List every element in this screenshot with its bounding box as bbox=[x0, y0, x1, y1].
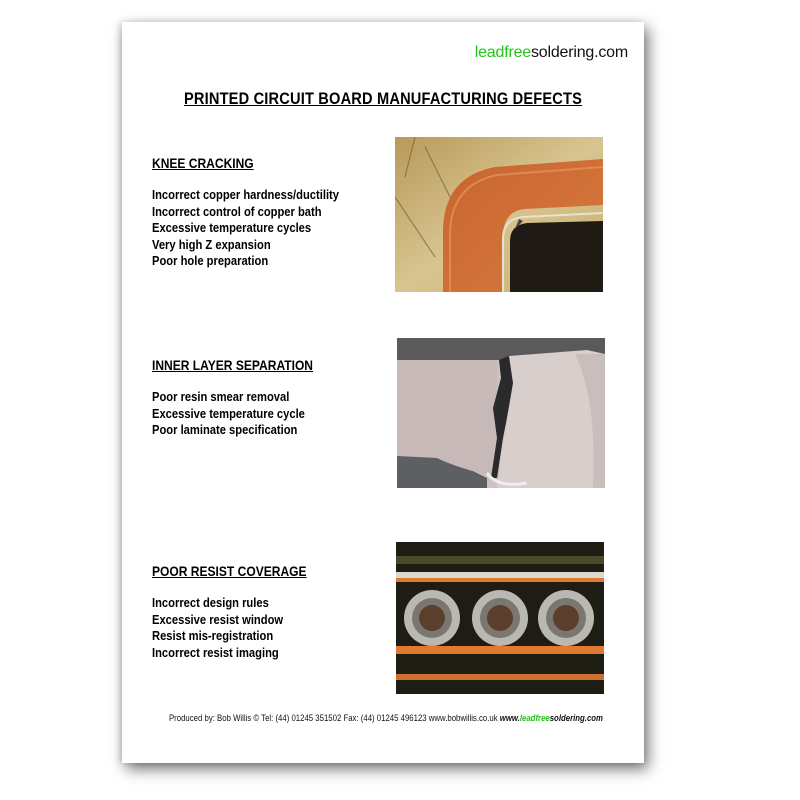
knee-cracking-photo bbox=[395, 137, 603, 292]
cause-list bbox=[152, 389, 392, 439]
section-heading: KNEE CRACKING bbox=[152, 155, 254, 171]
cause-item: Incorrect control of copper bath bbox=[152, 203, 322, 219]
cause-item: Excessive temperature cycle bbox=[152, 405, 305, 421]
cause-item: Incorrect design rules bbox=[152, 595, 269, 610]
footer-url-green: leadfree bbox=[519, 713, 550, 724]
cause-list bbox=[152, 187, 392, 270]
poor-resist-coverage-photo bbox=[396, 542, 604, 694]
cause-item: Poor hole preparation bbox=[152, 253, 269, 269]
section-inner-layer-separation bbox=[152, 357, 392, 439]
cause-list bbox=[152, 595, 392, 661]
brand-logo-green-part: leadfree bbox=[474, 44, 531, 61]
section-knee-cracking bbox=[152, 155, 392, 270]
cause-item: Resist mis-registration bbox=[152, 628, 274, 644]
brand-logo bbox=[475, 44, 628, 62]
page-footer bbox=[168, 713, 603, 724]
inner-layer-separation-photo bbox=[397, 338, 605, 488]
page-title: PRINTED CIRCUIT BOARD MANUFACTURING DEFECTS bbox=[183, 89, 583, 108]
cause-item: Incorrect resist imaging bbox=[152, 644, 279, 660]
cause-item: Very high Z expansion bbox=[152, 236, 271, 252]
cause-item: Excessive temperature cycles bbox=[152, 220, 312, 236]
cause-item: Poor laminate specification bbox=[152, 422, 298, 438]
section-heading: POOR RESIST COVERAGE bbox=[152, 563, 307, 579]
footer-url-suffix: soldering.com bbox=[549, 713, 603, 724]
cause-item: Excessive resist window bbox=[152, 611, 284, 627]
section-heading: INNER LAYER SEPARATION bbox=[152, 357, 314, 373]
footer-website-link[interactable] bbox=[500, 713, 603, 724]
section-poor-resist-coverage bbox=[152, 563, 392, 661]
document-page bbox=[122, 22, 644, 763]
cause-item: Poor resin smear removal bbox=[152, 389, 290, 404]
footer-url-prefix: www. bbox=[499, 713, 520, 724]
brand-logo-black-part: soldering.com bbox=[530, 44, 628, 61]
cause-item: Incorrect copper hardness/ductility bbox=[152, 187, 340, 202]
footer-contact-text: Produced by: Bob Willis © Tel: (44) 01245 351502 Fax: (44) 01245 496123 www.bobwillis.co.uk bbox=[168, 713, 500, 724]
